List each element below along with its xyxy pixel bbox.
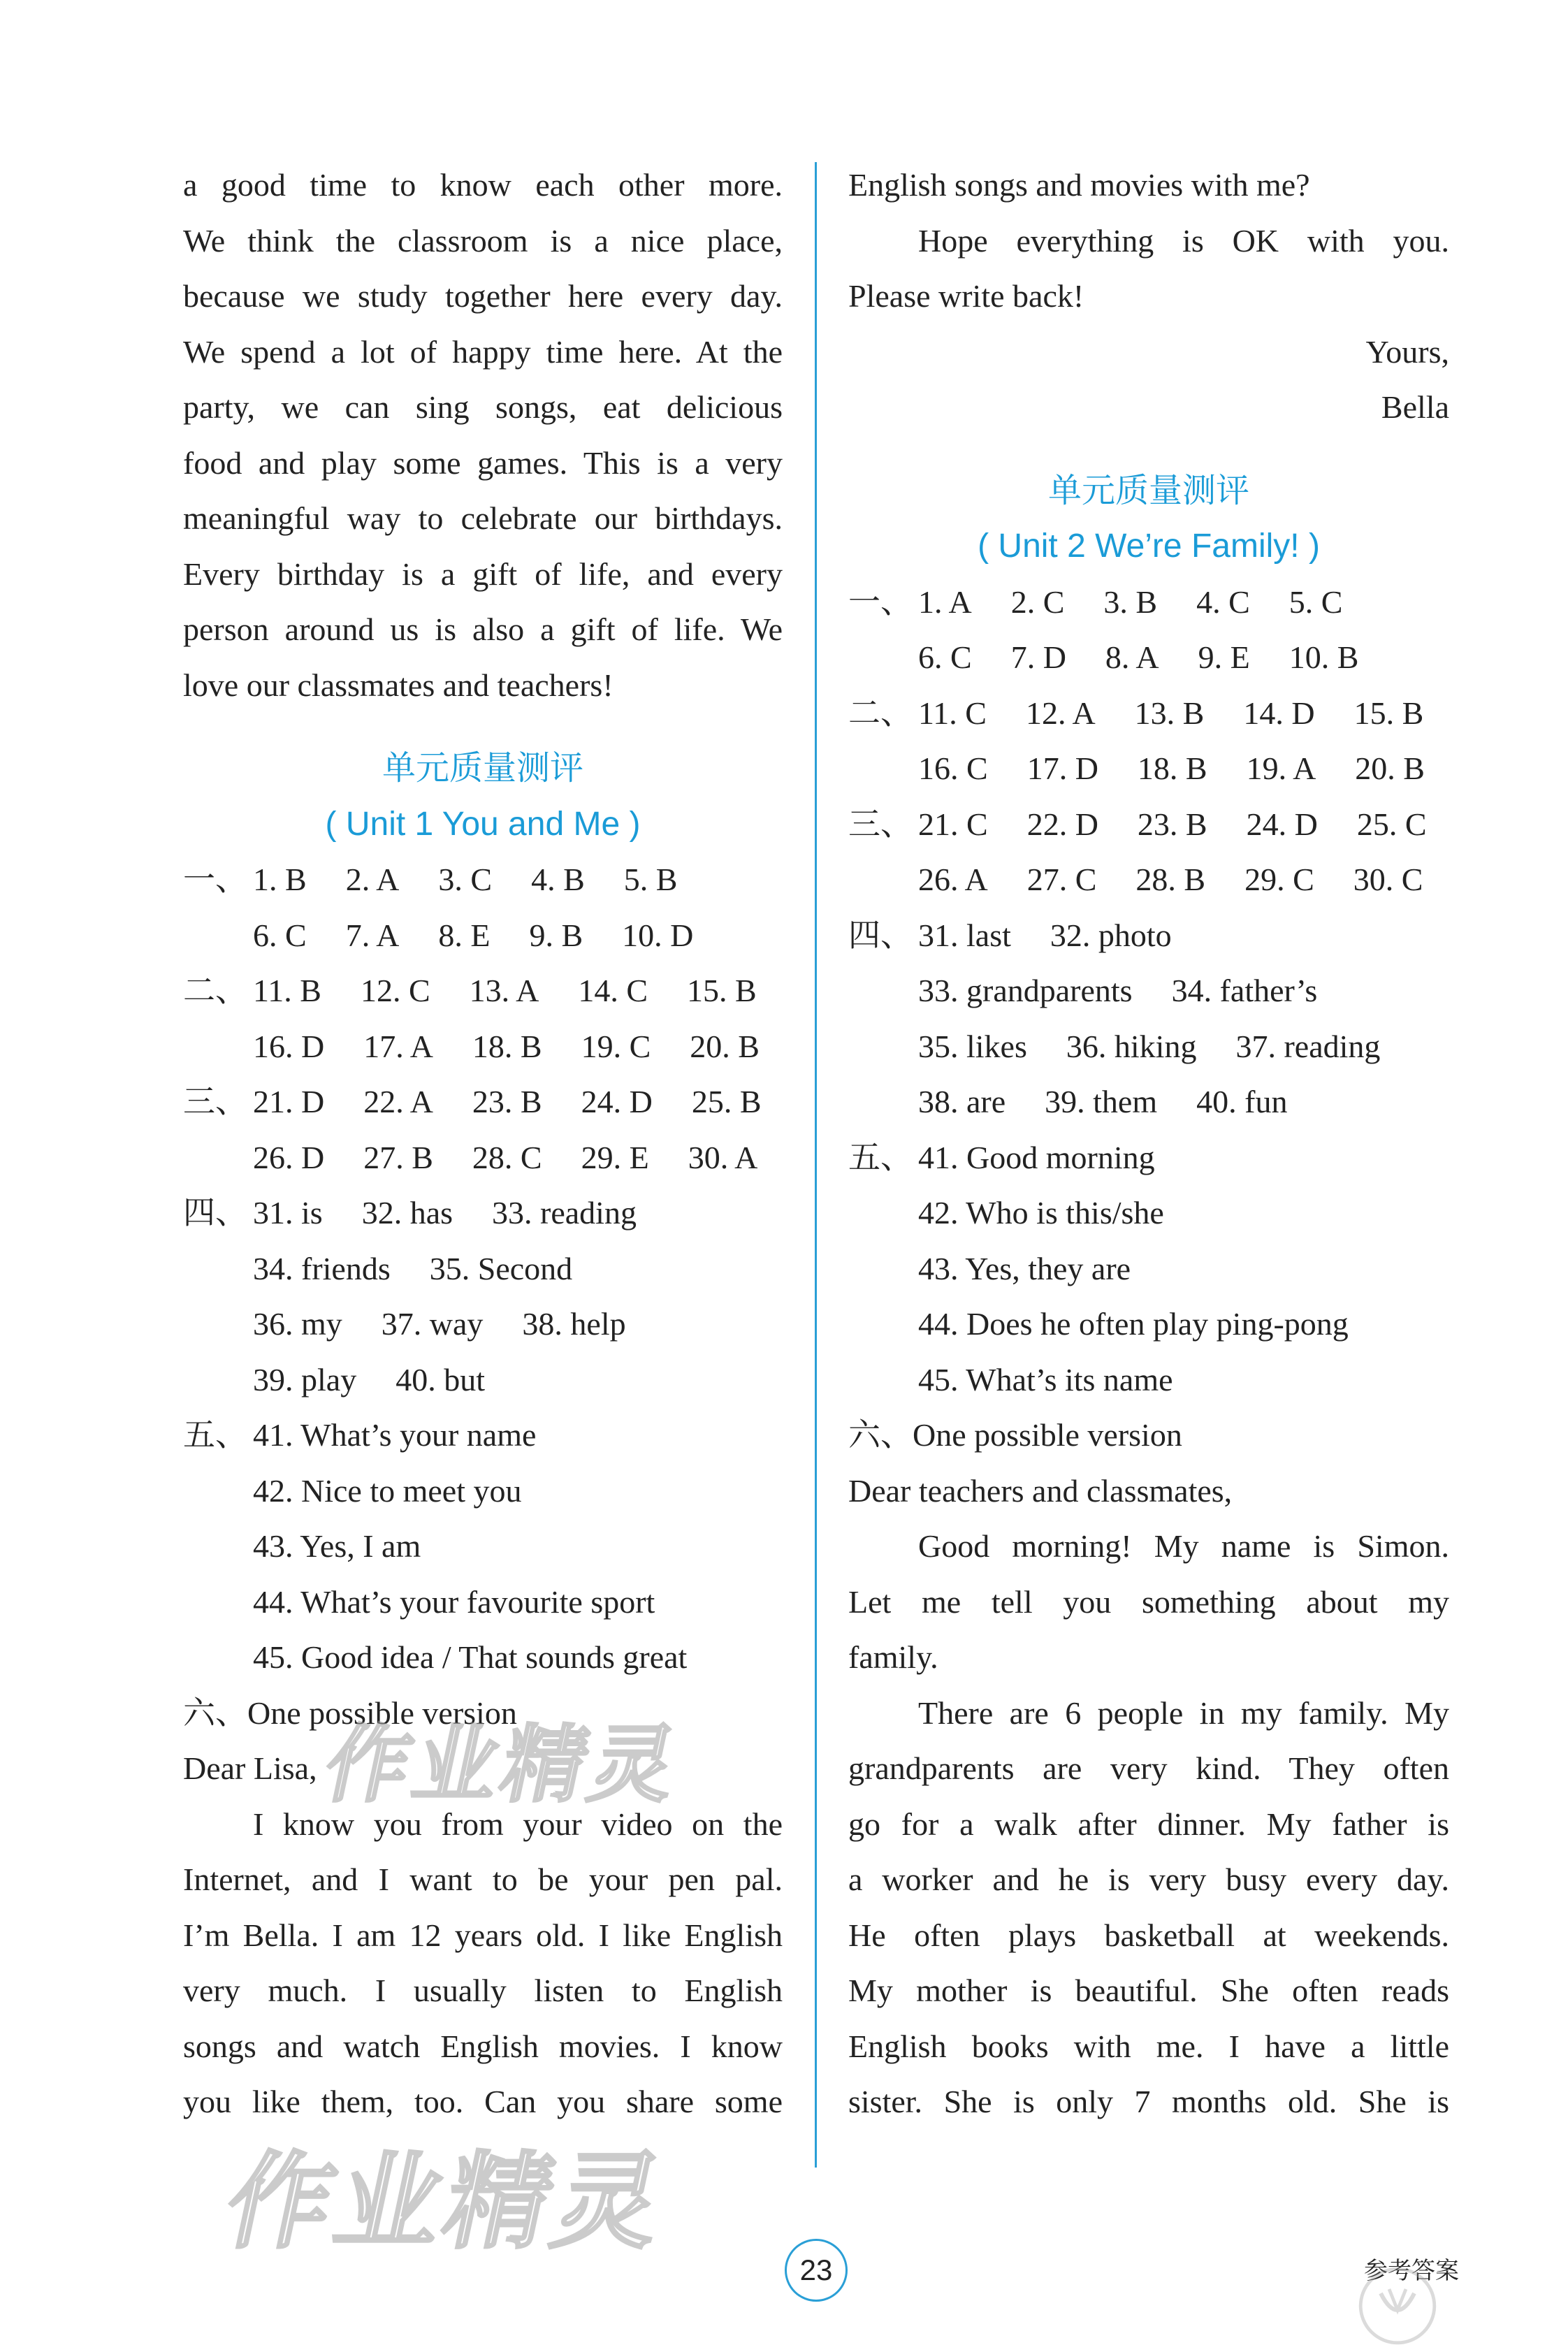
speech-line: Let me tell you something about my [848,1583,1449,1620]
answer-item: 10. B [1288,639,1359,675]
answer-item: 21. D [253,1084,325,1119]
question-section-label [183,1574,253,1630]
writing-label: 六、One possible version [183,1694,517,1731]
salutation: Dear Lisa, [183,1750,317,1786]
answer-item: 17. A [363,1028,433,1064]
essay-line: a good time to know each other more. [183,167,783,203]
answer-item: 24. D [1246,806,1318,842]
question-section-label: 二、 [848,695,913,731]
answer-row [848,963,1449,1019]
letter-line: Internet, and I want to be your pen pal. [183,1861,783,1897]
answer-item: 12. C [360,973,430,1008]
answer-item: 40. but [395,1361,485,1398]
answer-item: 14. D [1243,695,1315,731]
answer-row [183,1463,783,1519]
essay-line: person around us is also a gift of life. We [183,611,783,647]
answer-item: 33. grandparents [918,973,1133,1008]
letter-line: very much. I usually listen to English [183,1973,783,2008]
answer-item: 21. C [918,806,988,842]
answer-item: 31. is [253,1195,323,1231]
answer-item: 42. Nice to meet you [253,1472,522,1509]
answer-item: 5. C [1288,583,1343,620]
answer-item: 16. C [918,750,988,786]
question-section-label [183,1629,253,1685]
question-section-label [183,1296,253,1352]
answer-row [183,1019,783,1075]
answer-item: 6. C [918,639,972,675]
question-section-label: 一、 [848,583,913,620]
answer-row [848,574,1449,630]
answer-item: 4. C [1196,583,1250,620]
question-section-label [183,1130,253,1186]
question-section-label [183,1241,253,1297]
letter-line: I’m Bella. I am 12 years old. I like English [183,1917,783,1953]
answer-item: 11. C [918,695,987,731]
essay-line: meaningful way to celebrate our birthdays. [183,500,783,536]
speech-line: a worker and he is very busy every day. [848,1861,1449,1897]
answer-item: 5. B [623,862,678,897]
right-column [848,157,1449,2130]
answer-row [183,1074,783,1130]
answer-row [183,1185,783,1241]
question-section-label [848,1019,918,1075]
answer-item: 20. B [1355,750,1425,786]
answer-row [183,1352,783,1408]
answer-row [848,1241,1449,1297]
answer-item: 11. B [253,973,321,1008]
unit-title: ( Unit 1 You and Me ) [325,805,641,843]
essay-line: We think the classroom is a nice place, [183,222,783,259]
answer-row [848,630,1449,685]
answer-item: 39. play [253,1361,357,1398]
speech-line: My mother is beautiful. She often reads [848,1973,1449,2008]
answer-item: 19. A [1246,750,1316,786]
answer-row [183,1130,783,1186]
answer-item: 31. last [918,917,1011,953]
essay-line: because we study together here every day. [183,278,783,314]
letter-line: you like them, too. Can you share some [183,2084,783,2119]
answer-item: 12. A [1025,695,1096,731]
question-section-label: 三、 [183,1084,247,1119]
answer-item: 7. A [345,917,400,953]
question-section-label [848,852,918,908]
answer-item: 14. C [578,973,648,1008]
answer-item: 37. reading [1235,1028,1381,1064]
answer-item: 36. hiking [1066,1028,1197,1064]
answer-item: 35. likes [918,1028,1027,1064]
answer-row [183,1407,783,1463]
essay-line: love our classmates and teachers! [183,667,614,703]
letter-line: songs and watch English movies. I know [183,2028,783,2064]
answer-row [183,852,783,908]
answer-row [848,1185,1449,1241]
question-section-label [183,1518,253,1574]
answer-item: 44. What’s your favourite sport [253,1583,655,1620]
answer-item: 26. D [253,1139,325,1175]
letter-line: I know you from your video on the [253,1806,783,1842]
answer-item: 29. E [581,1139,649,1175]
answer-item: 30. A [688,1139,758,1175]
answer-item: 42. Who is this/she [918,1195,1164,1231]
answer-item: 7. D [1010,639,1066,675]
answer-item: 41. Good morning [918,1139,1155,1175]
answer-item: 1. A [918,583,972,620]
answer-item: 25. B [691,1084,762,1119]
answer-item: 16. D [253,1028,325,1064]
answer-item: 9. B [529,917,583,953]
answer-item: 36. my [253,1306,342,1342]
answer-item: 34. friends [253,1250,391,1286]
answer-item: 8. A [1105,639,1159,675]
question-section-label: 二、 [183,973,247,1008]
answer-item: 6. C [253,917,307,953]
question-section-label [848,1241,918,1297]
answer-item: 24. D [581,1084,653,1119]
answer-item: 28. C [472,1139,542,1175]
watermark: 作业精灵 [215,2142,678,2263]
question-section-label: 一、 [183,862,247,897]
answer-item: 34. father’s [1171,973,1318,1008]
footer-label: 参考答案 [1364,2257,1459,2285]
answer-item: 32. has [361,1195,453,1231]
signature: Bella [1381,389,1449,425]
answer-item: 23. B [472,1084,542,1119]
answer-item: 45. Good idea / That sounds great [253,1639,688,1675]
answer-item: 20. B [690,1028,760,1064]
column-divider [815,162,817,2168]
speech-line: family. [848,1639,938,1675]
answer-item: 19. C [581,1028,651,1064]
answer-row [183,963,783,1019]
answer-row [848,908,1449,964]
answer-item: 22. D [1026,806,1098,842]
question-section-label: 五、 [848,1139,913,1175]
answer-item: 30. C [1353,862,1423,897]
answer-item: 44. Does he often play ping-pong [918,1306,1349,1342]
speech-line: go for a walk after dinner. My father is [848,1806,1449,1842]
answer-item: 9. E [1198,639,1250,675]
answer-row [848,685,1449,741]
speech-line: English books with me. I have a little [848,2028,1449,2064]
answer-item: 37. way [381,1306,484,1342]
answer-item: 32. photo [1050,917,1172,953]
answer-item: 29. C [1244,862,1314,897]
answer-row [848,1130,1449,1186]
question-section-label: 四、 [848,917,913,953]
answer-item: 39. them [1045,1084,1158,1119]
answer-item: 13. A [469,973,539,1008]
speech-line: Good morning! My name is Simon. [918,1528,1449,1564]
speech-line: He often plays basketball at weekends. [848,1917,1449,1953]
answer-item: 27. C [1026,862,1097,897]
answer-row [848,1019,1449,1075]
answer-item: 35. Second [429,1250,573,1286]
question-section-label [848,741,918,797]
answer-item: 3. B [1103,583,1158,620]
answer-row [848,852,1449,908]
answer-row [848,1074,1449,1130]
answer-item: 18. B [1137,750,1207,786]
question-section-label: 三、 [848,806,913,842]
answer-row [848,1296,1449,1352]
question-section-label [848,1352,918,1408]
answer-item: 25. C [1356,806,1427,842]
letter-line: English songs and movies with me? [848,167,1310,203]
letter-line: Please write back! [848,278,1084,314]
answer-item: 40. fun [1196,1084,1288,1119]
answer-item: 41. What’s your name [253,1417,537,1453]
speech-line: There are 6 people in my family. My [918,1694,1449,1731]
answer-item: 28. B [1135,862,1206,897]
question-section-label [848,1074,918,1130]
answer-row [848,1352,1449,1408]
essay-line: Every birthday is a gift of life, and every [183,556,783,592]
answer-item: 3. C [438,862,493,897]
answer-item: 8. E [438,917,491,953]
answer-row [183,1296,783,1352]
answer-row [183,908,783,964]
answer-item: 15. B [687,973,757,1008]
writing-label: 六、One possible version [848,1417,1182,1453]
left-column [183,157,783,2130]
watermark: 作业精灵 [316,1717,690,1814]
answer-item: 18. B [472,1028,542,1064]
answer-item: 38. are [918,1084,1006,1119]
question-section-label [183,1019,253,1075]
closing: Yours, [1365,333,1449,370]
answer-item: 17. D [1026,750,1098,786]
letter-line: Hope everything is OK with you. [918,222,1449,259]
answer-row [183,1241,783,1297]
answer-row [848,797,1449,852]
answer-item: 2. A [345,862,400,897]
salutation: Dear teachers and classmates, [848,1472,1233,1509]
answer-item: 15. B [1353,695,1424,731]
essay-line: party, we can sing songs, eat delicious [183,389,783,425]
answer-row [183,1629,783,1685]
answer-item: 43. Yes, they are [918,1250,1131,1286]
speech-line: sister. She is only 7 months old. She is [848,2084,1449,2119]
answer-item: 4. B [531,862,585,897]
question-section-label [848,1185,918,1241]
answer-item: 45. What’s its name [918,1361,1173,1398]
answer-row [848,741,1449,797]
page-number: 23 [785,2239,848,2302]
question-section-label [183,1352,253,1408]
answer-item: 27. B [363,1139,433,1175]
question-section-label [183,1463,253,1519]
answer-item: 2. C [1010,583,1065,620]
section-title: 单元质量测评 [1047,472,1249,509]
answer-item: 23. B [1137,806,1207,842]
answer-item: 1. B [253,862,307,897]
essay-line: food and play some games. This is a very [183,444,783,481]
answer-item: 26. A [918,862,988,897]
question-section-label: 五、 [183,1417,247,1453]
answer-item: 33. reading [492,1195,637,1231]
question-section-label [183,908,253,964]
answer-item: 22. A [363,1084,433,1119]
answer-item: 38. help [522,1306,626,1342]
essay-line: We spend a lot of happy time here. At the [183,333,783,370]
answer-row [183,1574,783,1630]
question-section-label [848,963,918,1019]
question-section-label [848,630,918,685]
section-title: 单元质量测评 [382,750,583,787]
question-section-label: 四、 [183,1195,247,1231]
answer-item: 10. D [622,917,694,953]
answer-item: 43. Yes, I am [253,1528,421,1564]
publisher-logo-icon [1356,2264,1439,2348]
speech-line: grandparents are very kind. They often [848,1750,1449,1786]
unit-title: ( Unit 2 We’re Family! ) [978,528,1320,565]
question-section-label [848,1296,918,1352]
answer-row [183,1518,783,1574]
answer-item: 13. B [1134,695,1205,731]
